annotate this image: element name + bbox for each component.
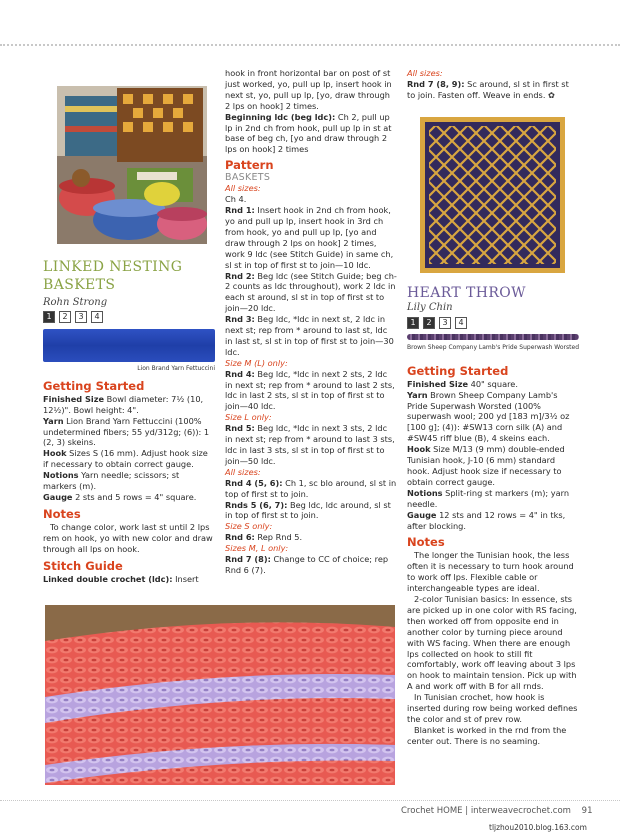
heart-throw-gauge: Gauge 12 sts and 12 rows = 4" in tks, after blocking.: [407, 509, 566, 531]
skill-level-1: 1: [43, 311, 55, 323]
rnd-3: Rnd 3: Beg ldc, *ldc in next st, 2 ldc in next st; rep from * around to last st, ldc in last st, sl st in top of first st to join—30 ldc.: [225, 314, 394, 357]
skill-level-4: 4: [91, 311, 103, 323]
stitch-guide-continued: hook in front horizontal bar on post of st just worked, yo, pull up lp, insert hook in next st, yo, pull up lp, [yo, draw through 2 lps on hook] 2 times.: [225, 68, 392, 111]
yarn-swatch-label: Lion Brand Yarn Fettuccini: [137, 364, 215, 372]
gauge-info: Gauge 2 sts and 5 rows = 4" square.: [43, 491, 197, 502]
getting-started-heading: Getting Started: [43, 378, 145, 393]
size-l-label: Size L only:: [225, 412, 272, 423]
note-2: 2-color Tunisian basics: In essence, sts are picked up in one color with RS facing, then worked off from opposite end in another color by turning piece around with WS facing. When there are enough lps collected on hook to still fit comfortably, work off leaving about 3 lps on hook to maintain tension. Pick up with A and work off with B for all rnds.: [407, 594, 577, 692]
hook-info: Hook Sizes S (16 mm). Adjust hook size if necessary to obtain correct gauge.: [43, 448, 208, 470]
stitch-guide-heading: Stitch Guide: [43, 558, 123, 573]
rnds-5-6-7: Rnds 5 (6, 7): Beg ldc, ldc around, sl st in top of first st to join.: [225, 499, 391, 521]
all-sizes-label-2: All sizes:: [225, 466, 261, 477]
rnd-5: Rnd 5: Beg ldc, *ldc in next 3 sts, 2 ldc in next st; rep from * around to last 3 sts, ldc in last 3 sts, sl st in top of first st to join—50 ldc.: [225, 423, 395, 466]
notes-text: To change color, work last st until 2 lps rem on hook, yo with new color and draw through all lps on hook.: [43, 521, 213, 554]
heart-throw-yarn-label: Brown Sheep Company Lamb's Pride Superwash Worsted: [407, 343, 580, 351]
heart-throw-notes-heading: Notes: [407, 535, 445, 550]
skill-level-2: 2: [59, 311, 71, 323]
pattern-heading: Pattern: [225, 158, 274, 173]
crochet-closeup-photo: [45, 605, 395, 785]
all-sizes-label: All sizes:: [225, 183, 261, 194]
notions-info: Notions Yarn needle; scissors; st markers (m).: [43, 470, 180, 492]
sizes-ml-label: Sizes M, L only:: [225, 543, 289, 554]
heart-throw-yarn-swatch: [407, 334, 579, 340]
heart-throw-finished-size: Finished Size 40" square.: [407, 378, 518, 389]
column-middle: [225, 68, 397, 576]
skill-level-2: 2: [423, 317, 435, 329]
heart-throw-photo: [420, 117, 565, 273]
baskets-photo: [57, 86, 207, 244]
skill-level: [43, 311, 215, 323]
designer-name: Rohn Strong: [43, 297, 108, 308]
skill-level-3: 3: [439, 317, 451, 329]
rnd-7-8-9: Rnd 7 (8, 9): Sc around, sl st in first st to join. Fasten off. Weave in ends. ✿: [407, 78, 569, 100]
ch4-instruction: Ch 4.: [225, 194, 247, 205]
column-right-top: [407, 68, 579, 101]
skill-level-4: 4: [455, 317, 467, 329]
heart-throw-getting-started: Getting Started: [407, 363, 509, 378]
rnd-1: Rnd 1: Insert hook in 2nd ch from hook, yo and pull up lp, insert hook in 3rd ch from hook, yo and pull up lp, [yo and draw through 2 lps on hook] 2 times, work 9 ldc (see Stitch Guide) in same ch, sl st in top of first st to join—10 ldc.: [225, 205, 394, 270]
finished-size: Finished Size Bowl diameter: 7½ (10, 12½)". Bowl height: 4".: [43, 393, 204, 415]
column-left: [43, 258, 215, 585]
all-sizes-label-3: All sizes:: [407, 68, 443, 78]
top-dotted-rule: [0, 44, 620, 46]
baskets-subheading: BASKETS: [225, 172, 271, 184]
heart-throw-notions: Notions Split-ring st markers (m); yarn needle.: [407, 487, 570, 509]
heart-throw-hook: Hook Size M/13 (9 mm) double-ended Tunisian hook, J-10 (6 mm) standard hook. Adjust hook size if necessary to obtain correct gauge.: [407, 444, 565, 487]
notes-heading: Notes: [43, 506, 81, 521]
skill-level-3: 3: [75, 311, 87, 323]
column-right: [407, 285, 580, 747]
beg-ldc-info: Beginning ldc (beg ldc): Ch 2, pull up lp in 2nd ch from hook, pull up lp in st at base of beg ch, [yo and draw through 2 lps on hook] 2 times: [225, 111, 392, 155]
pattern-title: LINKED NESTING BASKETS: [43, 259, 183, 293]
page-footer: [401, 806, 592, 816]
rnd-6: Rnd 6: Rep Rnd 5.: [225, 532, 303, 543]
note-4: Blanket is worked in the rnd from the center out. There is no seaming.: [407, 724, 567, 746]
yarn-swatch: [43, 329, 215, 362]
yarn-info: Yarn Lion Brand Yarn Fettuccini (100% undetermined fibers; 55 yd/312g; (6)): 1 (2, 3) skeins.: [43, 415, 210, 448]
heart-throw-yarn: Yarn Brown Sheep Company Lamb's Pride Superwash Worsted (100% superwash wool; 200 yd [183 m]/3½ oz [100 g]; (4)): #SW13 corn silk (A) and #SW45 riff blue (B), 4 skeins each.: [407, 389, 570, 444]
page-number: 91: [581, 806, 593, 816]
heart-throw-skill-level: [407, 317, 579, 329]
heart-throw-title: HEART THROW: [407, 285, 526, 301]
rnd-4-5-6: Rnd 4 (5, 6): Ch 1, sc blo around, sl st in top of first st to join.: [225, 477, 397, 499]
rnd-4: Rnd 4: Beg ldc, *ldc in next 2 sts, 2 ldc in next st; rep from * around to last 2 sts, ldc in last 2 sts, sl st in top of first st to join—40 ldc.: [225, 368, 395, 412]
size-s-label: Size S only:: [225, 521, 273, 532]
watermark: tljzhou2010.blog.163.com: [489, 823, 587, 832]
rnd-7-8: Rnd 7 (8): Change to CC of choice; rep Rnd 6 (7).: [225, 554, 389, 575]
stitch-guide-text: Linked double crochet (ldc): Insert: [43, 573, 199, 584]
note-3: In Tunisian crochet, how hook is inserted during row being worked defines the color and st of prev row.: [407, 692, 578, 724]
bottom-dotted-rule: [0, 800, 620, 801]
skill-level-1: 1: [407, 317, 419, 329]
magazine-name: Crochet HOME | interweavecrochet.com: [401, 806, 571, 816]
size-ml-label: Size M (L) only:: [225, 357, 288, 368]
note-1: The longer the Tunisian hook, the less often it is necessary to turn hook around to work off lps. Flexible cable or interchangeable types are ideal.: [407, 550, 574, 594]
heart-throw-designer: Lily Chin: [407, 301, 453, 313]
rnd-2: Rnd 2: Beg ldc (see Stitch Guide; beg ch-2 counts as ldc throughout), work 2 ldc in each st around, sl st in top of first st to join—20 ldc.: [225, 270, 397, 314]
